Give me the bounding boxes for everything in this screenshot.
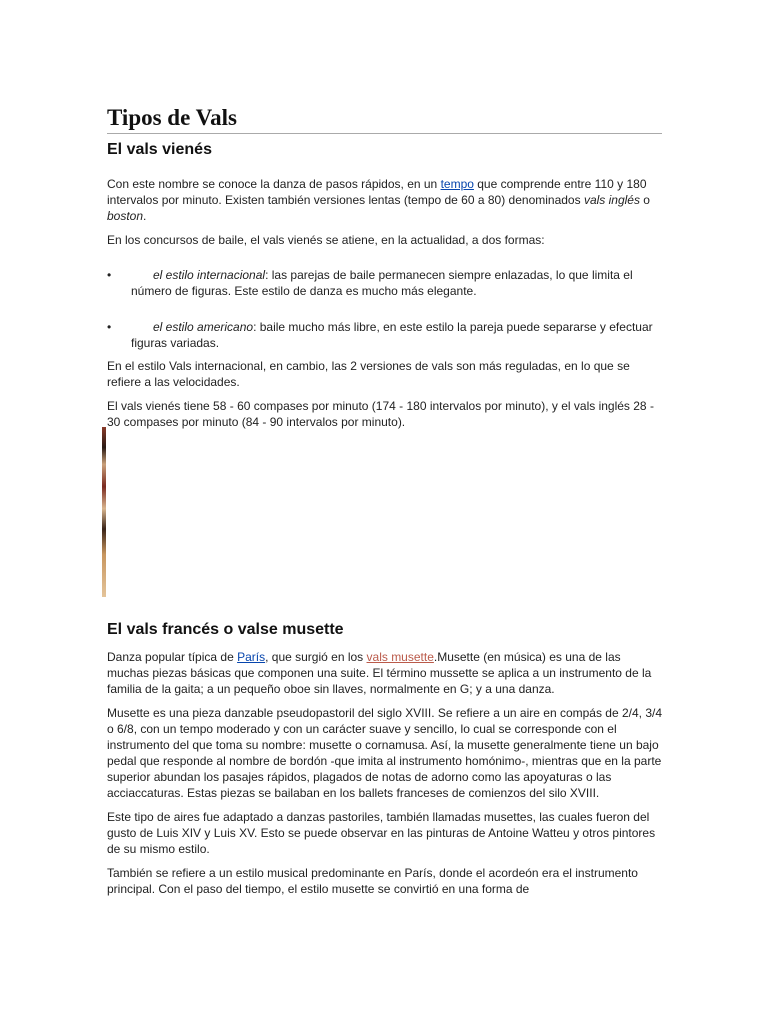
paragraph: Musette es una pieza danzable pseudopastoril del siglo XVIII. Se refiere a un aire en compás de 2/4, 3/4 o 6/8, con un tempo moderado y con un carácter suave y sencillo, lo cual se corresponde con el instrumento del que toma su nombre: musette o cornamusa. Así, la musette generalmente tiene un bajo pedal que responde al nombre de bordón -que imita al instrumento homónimo-, mientras que en la parte superior abundan los pasajes rápidos, plagados de notas de adorno como las apoyaturas o las acciaccaturas. Estas piezas se bailaban en los ballets franceses de comienzos del silo XVIII. [107,706,663,800]
list-item: • el estilo americano: baile mucho más libre, en este estilo la pareja puede separarse y efectuar figuras variadas. [107,320,653,350]
paragraph: Este tipo de aires fue adaptado a danzas pastoriles, también llamadas musettes, las cuales fueron del gusto de Luis XIV y Luis XV. Esto se puede observar en las pinturas de Antoine Watteu y otros pintores de su mismo estilo. [107,810,656,856]
bullet-icon: • [107,268,112,282]
page-title: Tipos de Vals [107,104,662,134]
paragraph: En los concursos de baile, el vals vienés se atiene, en la actualidad, a dos formas: [107,233,545,247]
tempo-link[interactable]: tempo [440,177,474,191]
section-heading-valse-musette: El vals francés o valse musette [107,621,344,638]
paris-link[interactable]: París [237,650,266,664]
paragraph: También se refiere a un estilo musical predominante en París, donde el acordeón era el instrumento principal. Con el paso del tiempo, el estilo musette se convirtió en una forma de [107,866,638,896]
bullet-icon: • [107,320,112,334]
list-item: • el estilo internacional: las parejas de baile permanecen siempre enlazadas, lo que limita el número de figuras. Este estilo de danza es mucho más elegante. [107,268,633,298]
vals-musette-link[interactable]: vals musette [366,650,434,664]
paragraph: El vals vienés tiene 58 - 60 compases por minuto (174 - 180 intervalos por minuto), y el vals inglés 28 - 30 compases por minuto (84 - 90 intervalos por minuto). [107,399,654,429]
document-page [107,104,662,897]
paragraph: Con este nombre se conoce la danza de pasos rápidos, en un tempo que comprende entre 110 y 180 intervalos por minuto. Existen también versiones lentas (tempo de 60 a 80) denominados vals inglés o boston. [107,177,650,223]
paragraph: Danza popular típica de París, que surgió en los vals musette.Musette (en música) es una de las muchas piezas básicas que componen una suite. El término mussette se aplica a un instrumento de la familia de la gaita; a un pequeño oboe sin llaves, normalmente en G; y a una danza. [107,650,652,696]
section-heading-vals-viennes: El vals vienés [107,141,212,158]
image-fragment [102,427,106,597]
paragraph: En el estilo Vals internacional, en cambio, las 2 versiones de vals son más reguladas, en lo que se refiere a las velocidades. [107,359,630,389]
